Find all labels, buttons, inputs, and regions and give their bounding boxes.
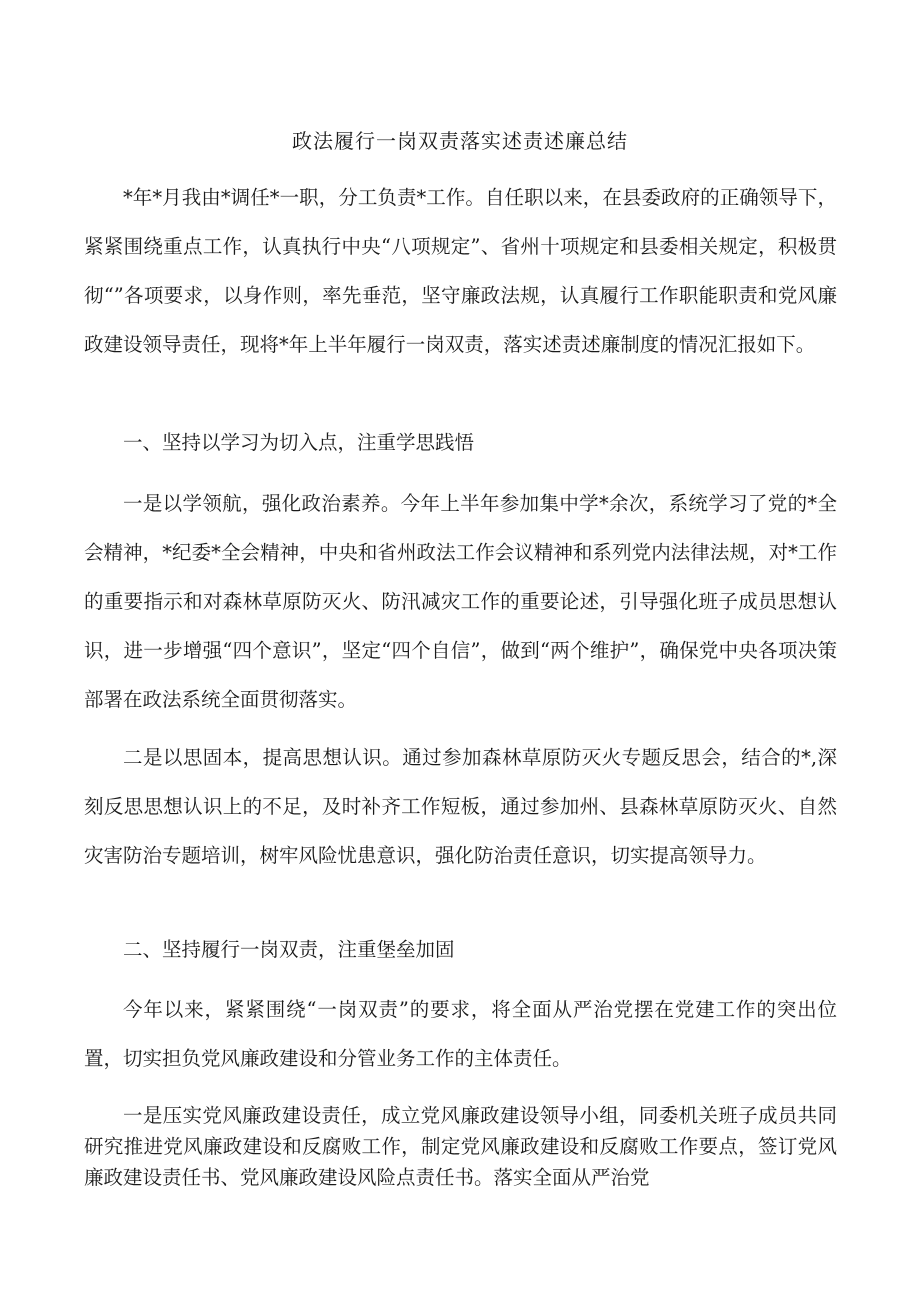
intro-paragraph: *年*月我由*调任*一职，分工负责*工作。自任职以来，在县委政府的正确领导下，紧紧围绕重点工作，认真执行中央“八项规定”、省州十项规定和县委相关规定，积极贯彻“”各项要求，以身作则，率先垂范，坚守廉政法规，认真履行工作职能职责和党风廉政建设领导责任，现将*年上半年履行一岗双责，落实述责述廉制度的情况汇报如下。 <box>84 186 837 356</box>
section-2-paragraph-2: 一是压实党风廉政建设责任，成立党风廉政建设领导小组，同委机关班子成员共同研究推进党风廉政建设和反腐败工作，制定党风廉政建设和反腐败工作要点，签订党风廉政建设责任书、党风廉政建设风险点责任书。落实全面从严治党 <box>84 1104 837 1189</box>
document-title: 政法履行一岗双责落实述责述廉总结 <box>292 129 628 153</box>
section-1-heading: 一、坚持以学习为切入点，注重学思践悟 <box>123 431 475 454</box>
section-1-paragraph-2: 二是以思固本，提高思想认识。通过参加森林草原防灭火专题反思会，结合的*,深刻反思思想认识上的不足，及时补齐工作短板，通过参加州、县森林草原防灭火、自然灾害防治专题培训，树牢风险忧患意识，强化防治责任意识，切实提高领导力。 <box>84 746 837 867</box>
section-1-paragraph-1: 一是以学领航，强化政治素养。今年上半年参加集中学*余次，系统学习了党的*全会精神，*纪委*全会精神，中央和省州政法工作会议精神和系列党内法律法规，对*工作的重要指示和对森林草原防灭火、防汛减灾工作的重要论述，引导强化班子成员思想认识，进一步增强“四个意识”，坚定“四个自信”，做到“两个维护”，确保党中央各项决策部署在政法系统全面贯彻落实。 <box>84 492 837 711</box>
section-2-heading: 二、坚持履行一岗双责，注重堡垒加固 <box>123 938 455 961</box>
section-2-paragraph-1: 今年以来，紧紧围绕“一岗双责”的要求，将全面从严治党摆在党建工作的突出位置，切实担负党风廉政建设和分管业务工作的主体责任。 <box>84 998 837 1070</box>
